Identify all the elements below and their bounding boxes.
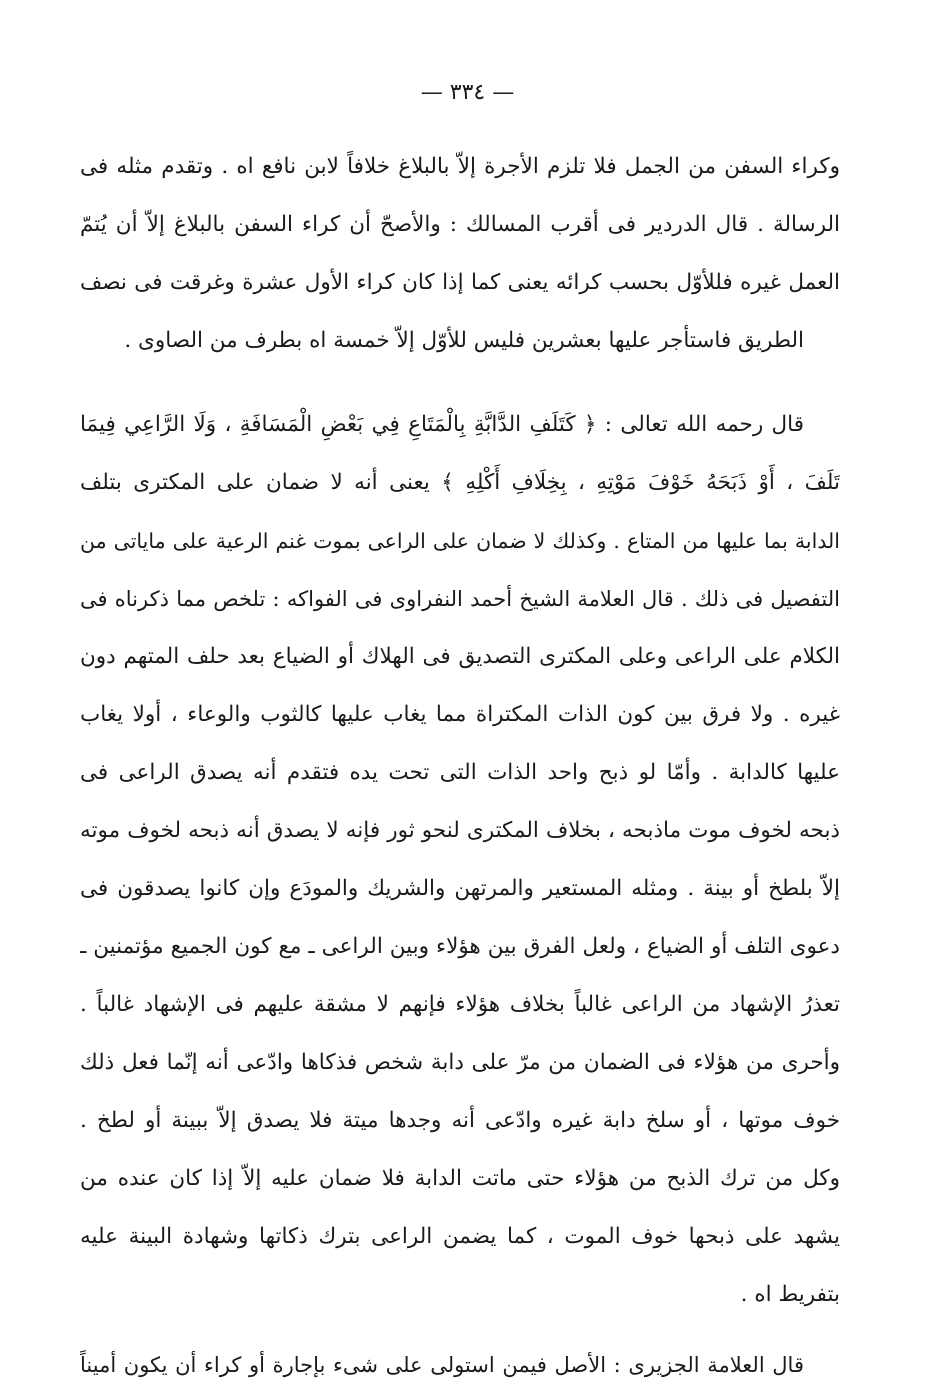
- page-number: — ٣٣٤ —: [420, 80, 515, 105]
- text-line: تعذرُ الإشهاد من الراعى غالباً بخلاف هؤلاء فإنهم لا مشقة عليهم فى الإشهاد غالباً .: [80, 992, 840, 1017]
- text-line: دعوى التلف أو الضياع ، ولعل الفرق بين هؤلاء وبين الراعى ـ مع كون الجميع مؤتمنين ـ: [80, 934, 840, 959]
- text-line: بتفريط اه .: [740, 1282, 840, 1307]
- text-line: إلاّ بلطخ أو بينة . ومثله المستعير والمرتهن والشريك والمودَع وإن كانوا يصدقون فى: [80, 876, 840, 901]
- text-line: العمل غيره فللأوّل بحسب كرائه يعنى كما إذا كان كراء الأول عشرة وغرقت فى نصف: [80, 270, 840, 295]
- text-line: وكل من ترك الذبح من هؤلاء حتى ماتت الدابة فلا ضمان عليه إلاّ إذا كان عنده من: [80, 1166, 840, 1191]
- text-line: خوف موتها ، أو سلخ دابة غيره وادّعى أنه وجدها ميتة فلا يصدق إلاّ ببينة أو لطخ .: [80, 1108, 840, 1133]
- text-line: تَلَفَ ، أَوْ ذَبَحَهُ خَوْفَ مَوْتِهِ ، بِخِلَافِ أَكْلِهِ ﴾ يعنى أنه لا ضمان على المكترى بتلف: [80, 470, 840, 495]
- text-line: قال العلامة الجزيرى : الأصل فيمن استولى على شىء بإجارة أو كراء أن يكون أميناً: [80, 1353, 804, 1377]
- text-line: الدابة بما عليها من المتاع . وكذلك لا ضمان على الراعى بموت غنم الرعية على ماياتى من: [80, 529, 840, 553]
- text-line: الكلام على الراعى وعلى المكترى التصديق فى الهلاك أو الضياع بعد حلف المتهم دون: [80, 644, 840, 669]
- page-body: [80, 138, 840, 1394]
- text-line: غيره . ولا فرق بين كون الذات المكتراة مما يغاب عليها كالثوب والوعاء ، أولا يغاب: [80, 702, 840, 727]
- text-line: قال رحمه الله تعالى : ﴿ كَتَلَفِ الدَّابَّةِ بِالْمَتَاعِ فِي بَعْضِ الْمَسَافَةِ ، وَلَا الرَّاعِي فِيمَا: [80, 412, 804, 437]
- text-line: عليها كالدابة . وأمّا لو ذبح واحد الذات التى تحت يده فتقدم أنه يصدق الراعى فى: [80, 760, 840, 785]
- text-line: التفصيل فى ذلك . قال العلامة الشيخ أحمد النفراوى فى الفواكه : تلخص مما ذكرناه فى: [80, 587, 840, 611]
- text-line: وكراء السفن من الجمل فلا تلزم الأجرة إلاّ بالبلاغ خلافاً لابن نافع اه . وتقدم مثله فى: [80, 154, 840, 179]
- text-line: يشهد على ذبحها خوف الموت ، كما يضمن الراعى بترك ذكاتها وشهادة البينة عليه: [80, 1224, 840, 1249]
- paragraph-2: [80, 396, 840, 1324]
- paragraph-3: [80, 1336, 840, 1394]
- text-line: الطريق فاستأجر عليها بعشرين فليس للأوّل إلاّ خمسة اه بطرف من الصاوى .: [124, 328, 804, 353]
- text-line: ذبحه لخوف موت ماذبحه ، بخلاف المكترى لنحو ثور فإنه لا يصدق أنه ذبحه لخوف موته: [80, 818, 840, 843]
- text-line: وأحرى من هؤلاء فى الضمان من مرّ على دابة شخص فذكاها وادّعى أنه إنّما فعل ذلك: [80, 1050, 840, 1075]
- text-line: الرسالة . قال الدردير فى أقرب المسالك : والأصحّ أن كراء السفن بالبلاغ إلاّ أن يُتمّ: [80, 212, 840, 237]
- paragraph-1: [80, 138, 840, 370]
